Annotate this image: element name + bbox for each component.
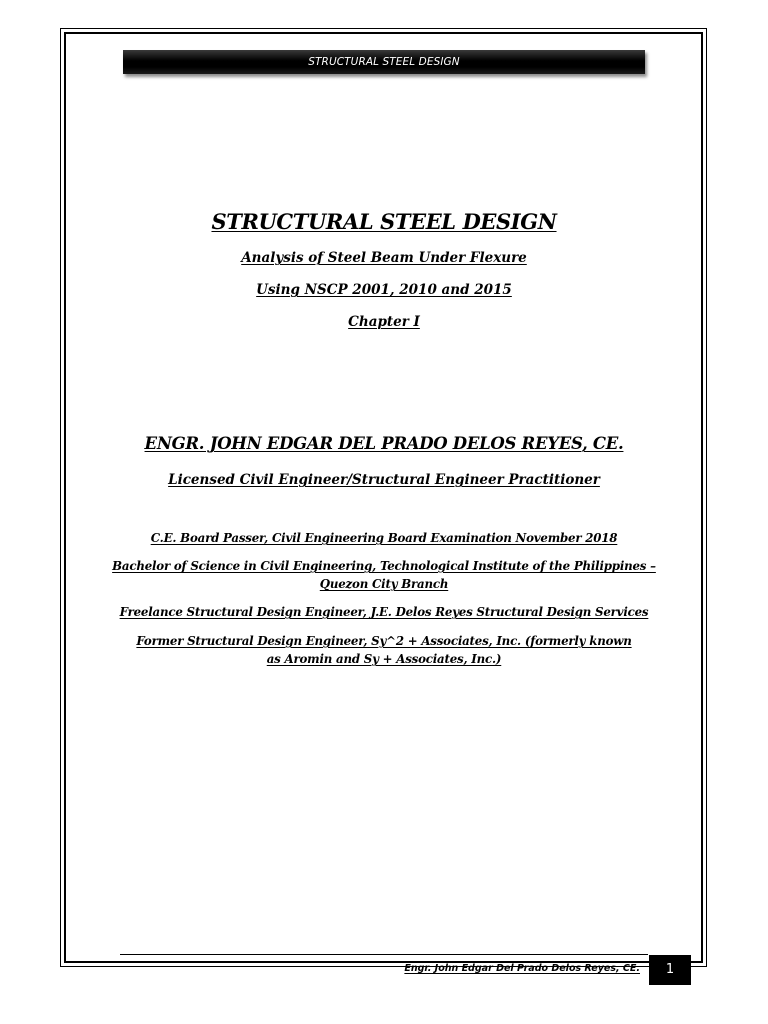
running-header: STRUCTURAL STEEL DESIGN [123,50,645,74]
page-number: 1 [649,955,691,985]
author-license: Licensed Civil Engineer/Structural Engineer Practitioner [168,472,600,488]
code-reference: Using NSCP 2001, 2010 and 2015 [256,282,512,298]
credential-former-employer: Former Structural Design Engineer, Sy^2 + Associates, Inc. (formerly known as Aromin and Sy + Associates, Inc.) [136,634,632,666]
page-border-inner [64,32,703,963]
credential-education: Bachelor of Science in Civil Engineering, Technological Institute of the Philippines – Quezon City Branch [112,559,656,591]
footer-author: Engr. John Edgar Del Prado Delos Reyes, CE. [404,963,640,974]
chapter-label: Chapter I [348,314,420,330]
document-subtitle: Analysis of Steel Beam Under Flexure [241,250,527,266]
credential-freelance: Freelance Structural Design Engineer, J.E. Delos Reyes Structural Design Services [119,605,649,619]
document-title: STRUCTURAL STEEL DESIGN [211,209,557,234]
author-name: ENGR. JOHN EDGAR DEL PRADO DELOS REYES, CE. [144,434,624,453]
footer-divider [120,954,648,955]
credential-board-exam: C.E. Board Passer, Civil Engineering Board Examination November 2018 [150,531,618,545]
